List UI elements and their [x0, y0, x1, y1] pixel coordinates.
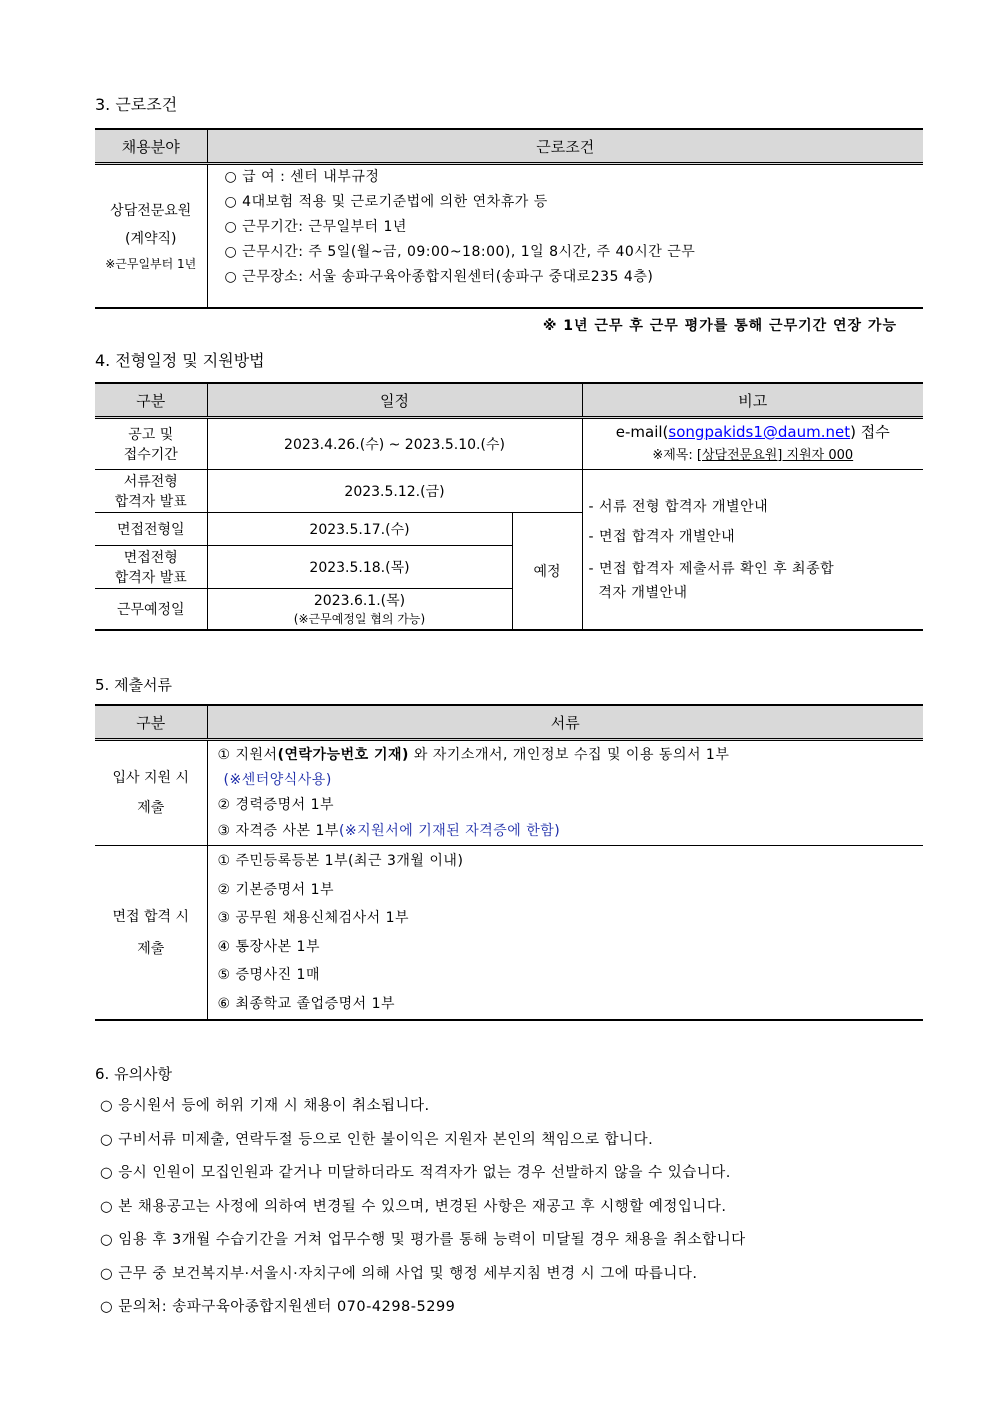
row-label-line: 서류전형 — [123, 474, 178, 490]
row-label-line: 합격자 발표 — [114, 494, 187, 510]
apply-label-line: 제출 — [137, 800, 165, 816]
caution-item: ○ 문의처: 송파구육아종합지원센터 070-4298-5299 — [100, 1299, 456, 1315]
email-link[interactable]: songpakids1@daum.net — [668, 423, 851, 441]
application-method-cell — [582, 418, 923, 470]
section4-heading: 4. 전형일정 및 지원방법 — [95, 351, 265, 370]
condition-item: ○ 근무시간: 주 5일(월~금, 09:00~18:00), 1일 8시간, 주 40시간 근무 — [224, 244, 696, 260]
row-label — [95, 470, 207, 513]
apply-doc-note: (※센터양식사용) — [223, 772, 332, 788]
col-field-header: 채용분야 — [95, 129, 207, 164]
documents-table — [95, 704, 923, 1021]
schedule-table — [95, 382, 923, 631]
remark-item: - 면접 합격자 개별안내 — [588, 529, 736, 545]
condition-item: ○ 근무장소: 서울 송파구육아종합지원센터(송파구 중대로235 4층) — [224, 269, 654, 285]
row-label-line: 면접전형 — [123, 550, 178, 566]
section3-heading: 3. 근로조건 — [95, 95, 178, 114]
col-remarks-header: 비고 — [582, 383, 923, 418]
row-date: 2023.5.17.(수) — [207, 513, 512, 546]
row-date-note: (※근무예정일 협의 가능) — [293, 612, 426, 627]
caution-item: ○ 본 채용공고는 사정에 의하여 변경될 수 있으며, 변경된 사항은 재공고 후 시행할 예정입니다. — [100, 1198, 727, 1215]
row-label: 면접전형일 — [95, 513, 207, 546]
interview-doc-item: ④ 통장사본 1부 — [217, 938, 320, 955]
remark-item: - 서류 전형 합격자 개별안내 — [588, 499, 769, 515]
conditions-cell — [207, 164, 923, 308]
doc-text: 와 자기소개서, 개인정보 수집 및 이용 동의서 1부 — [408, 747, 730, 763]
row-label-line: 합격자 발표 — [114, 570, 187, 586]
remarks-cell — [582, 470, 923, 630]
row-date: 2023.5.12.(금) — [207, 470, 582, 513]
interview-label-line: 면접 합격 시 — [112, 908, 190, 925]
caution-item: ○ 응시 인원이 모집인원과 같거나 미달하더라도 적격자가 없는 경우 선발하지 않을 수 있습니다. — [100, 1165, 731, 1181]
col-schedule-header: 일정 — [207, 383, 582, 418]
section6-heading: 6. 유의사항 — [95, 1065, 173, 1083]
cautions-list — [100, 1090, 746, 1325]
row-date: 2023.5.18.(목) — [207, 546, 512, 589]
field-title: 상담전문요원 — [110, 202, 192, 219]
condition-item: ○ 근무기간: 근무일부터 1년 — [224, 219, 407, 235]
apply-doc-item — [218, 742, 923, 768]
row-label — [95, 546, 207, 589]
tentative-label: 예정 — [512, 513, 582, 630]
email-suffix: ) 접수 — [850, 423, 890, 441]
interview-doc-item: ② 기본증명서 1부 — [217, 881, 335, 898]
section5-heading: 5. 제출서류 — [95, 676, 173, 694]
remark-item: 격자 개별안내 — [588, 585, 688, 601]
doc-note: (※지원서에 기재된 자격증에 한함) — [338, 823, 561, 839]
col-category-header: 구분 — [95, 383, 207, 418]
interview-doc-item: ⑤ 증명사진 1매 — [217, 967, 320, 983]
caution-item: ○ 구비서류 미제출, 연락두절 등으로 인한 불이익은 지원자 본인의 책임으로 합니다. — [100, 1131, 654, 1148]
apply-doc-item: ② 경력증명서 1부 — [217, 797, 335, 813]
row-label: 근무예정일 — [95, 589, 207, 630]
interview-label — [95, 846, 207, 1021]
col-conditions-header: 근로조건 — [207, 129, 923, 164]
field-cell — [95, 164, 207, 308]
caution-item: ○ 임용 후 3개월 수습기간을 거쳐 업무수행 및 평가를 통해 능력이 미달될 경우 채용을 취소합니다 — [100, 1232, 746, 1248]
extension-note: ※ 1년 근무 후 근무 평가를 통해 근무기간 연장 가능 — [542, 318, 897, 334]
row-date: 2023.6.1.(목) — [313, 593, 406, 610]
apply-docs-cell — [207, 740, 923, 846]
row-label-line: 접수기간 — [123, 447, 178, 463]
condition-item: ○ 급 여 : 센터 내부규정 — [224, 169, 380, 185]
field-contract: (계약직) — [125, 230, 177, 247]
col-documents-header: 서류 — [207, 705, 923, 740]
email-prefix: e-mail( — [615, 423, 669, 441]
doc-bold: (연락가능번호 기재) — [277, 747, 409, 763]
interview-doc-item: ① 주민등록등본 1부(최근 3개월 이내) — [217, 853, 464, 869]
row-date: 2023.4.26.(수) ~ 2023.5.10.(수) — [207, 418, 582, 470]
interview-docs-cell — [207, 846, 923, 1021]
subject-text: [상담전문요원] 지원자 000 — [696, 448, 854, 463]
subject-prefix: ※제목: — [652, 448, 697, 463]
col-category-header: 구분 — [95, 705, 207, 740]
row-date-cell — [207, 589, 512, 630]
apply-doc-item — [218, 818, 923, 844]
interview-doc-item: ③ 공무원 채용신체검사서 1부 — [217, 910, 410, 926]
remark-item: - 면접 합격자 제출서류 확인 후 최종합 — [588, 561, 835, 577]
field-period: ※근무일부터 1년 — [105, 256, 197, 271]
caution-item: ○ 응시원서 등에 허위 기재 시 채용이 취소됩니다. — [100, 1098, 430, 1114]
doc-text: ③ 자격증 사본 1부 — [217, 823, 339, 839]
doc-text: ① 지원서 — [217, 747, 278, 763]
condition-item: ○ 4대보험 적용 및 근로기준법에 의한 연차휴가 등 — [224, 194, 548, 210]
row-label — [95, 418, 207, 470]
apply-label-line: 입사 지원 시 — [112, 770, 190, 786]
interview-label-line: 제출 — [137, 940, 165, 957]
caution-item: ○ 근무 중 보건복지부·서울시·자치구에 의해 사업 및 행정 세부지침 변경 시 그에 따릅니다. — [100, 1265, 698, 1282]
row-label-line: 공고 및 — [128, 427, 174, 443]
work-conditions-table — [95, 128, 923, 309]
apply-label — [95, 740, 207, 846]
interview-doc-item: ⑥ 최종학교 졸업증명서 1부 — [217, 995, 396, 1012]
